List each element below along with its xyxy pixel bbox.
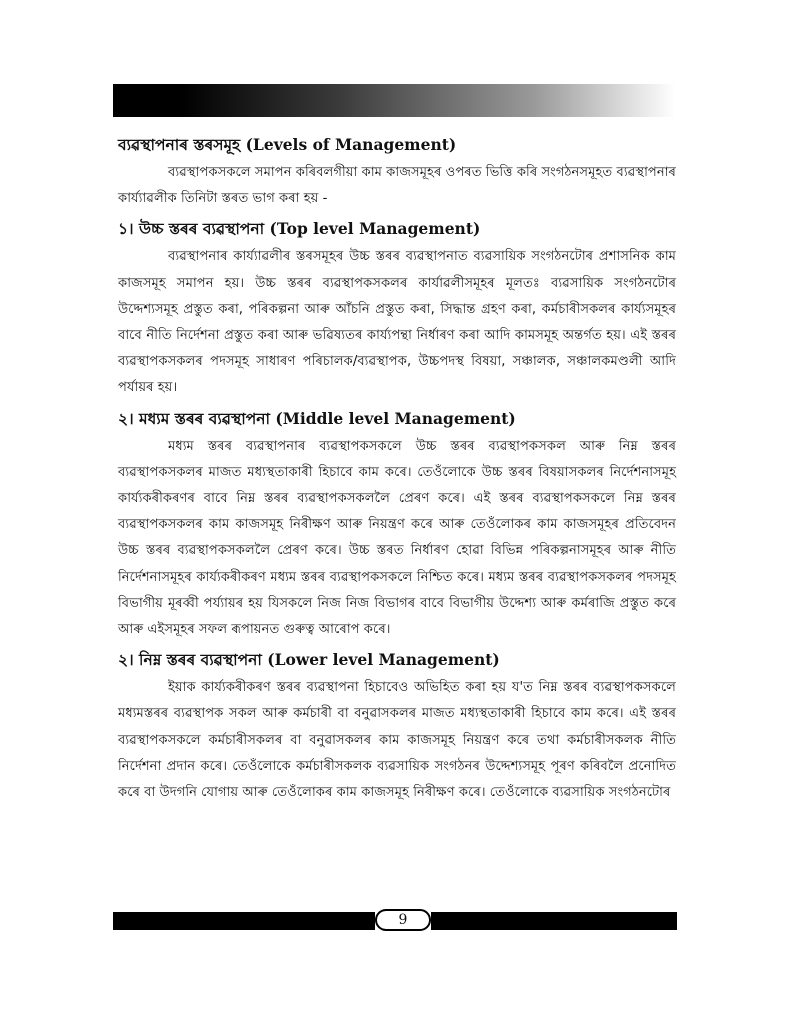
- footer-bar-left: [113, 912, 375, 930]
- section-paragraph-lower-level: ইয়াক কাৰ্য্যকৰীকৰণ স্তৰৰ ব্যৱস্থাপনা হিচাবেও অভিহিত কৰা হয় য'ত নিম্ন স্তৰৰ ব্যৱস্থাপকসকলে মধ্যমস্তৰৰ ব্যৱস্থাপক সকল আৰু কৰ্মচাৰী বা বনুৱাসকলৰ মাজত মধ্যস্থতাকাৰী হিচাবে কাম কৰে। এই স্তৰৰ ব্যৱস্থাপকসকলে কৰ্মচাৰীসকলৰ বা বনুৱাসকলৰ কাম কাজসমূহ নিয়ন্ত্ৰণ কৰে তথা কৰ্মচাৰীসকলক নীতি নিৰ্দেশনা প্ৰদান কৰে। তেওঁলোকে কৰ্মচাৰীসকলক ব্যৱসায়িক সংগঠনৰ উদ্দেশ্যসমূহ পূৰণ কৰিবলৈ প্ৰনোদিত কৰে বা উদগনি যোগায় আৰু তেওঁলোকৰ কাম কাজসমূহ নিৰীক্ষণ কৰে। তেওঁলোকে ব্যৱসায়িক সংগঠনটোৰ: [118, 680, 676, 801]
- footer-bar-right: [431, 912, 677, 930]
- section-heading-top-level: ১। উচ্চ স্তৰৰ ব্যৱস্থাপনা (Top level Management): [118, 219, 481, 239]
- section-heading-levels: ব্যৱস্থাপনাৰ স্তৰসমূহ (Levels of Management): [118, 135, 457, 154]
- section-paragraph-levels: ব্যৱস্থাপকসকলে সমাপন কৰিবলগীয়া কাম কাজসমূহৰ ওপৰত ভিত্তি কৰি সংগঠনসমূহত ব্যৱস্থাপনাৰ কাৰ্য্যাৱলীক তিনিটা স্তৰত ভাগ কৰা হয় -: [118, 165, 676, 207]
- section-heading-lower-level: ২। নিম্ন স্তৰৰ ব্যৱস্থাপনা (Lower level Management): [118, 650, 500, 670]
- header-gradient-band: [113, 84, 675, 117]
- page-number: 9: [375, 909, 431, 931]
- section-heading-middle-level: ২। মধ্যম স্তৰৰ ব্যৱস্থাপনা (Middle level Management): [118, 408, 516, 428]
- section-paragraph-middle-level: মধ্যম স্তৰৰ ব্যৱস্থাপনাৰ ব্যৱস্থাপকসকলে উচ্চ স্তৰৰ ব্যৱস্থাপকসকল আৰু নিম্ন স্তৰৰ ব্যৱস্থাপকসকলৰ মাজত মধ্যস্থতাকাৰী হিচাবে কাম কৰে। তেওঁলোকে উচ্চ স্তৰৰ বিষয়াসকলৰ নিৰ্দেশনাসমূহ কাৰ্য্যকৰীকৰণৰ বাবে নিম্ন স্তৰৰ ব্যৱস্থাপকসকললৈ প্ৰেৰণ কৰে। এই স্তৰৰ ব্যৱস্থাপকসকলে নিম্ন স্তৰৰ ব্যৱস্থাপকসকলৰ কাম কাজসমূহ নিৰীক্ষণ আৰু নিয়ন্ত্ৰণ কৰে আৰু তেওঁলোকৰ কাম কাজসমূহৰ প্ৰতিবেদন উচ্চ স্তৰৰ ব্যৱস্থাপকসকললৈ প্ৰেৰণ কৰে। উচ্চ স্তৰত নিৰ্ধাৰণ হোৱা বিভিন্ন পৰিকল্পনাসমূহৰ আৰু নীতি নিৰ্দেশনাসমূহৰ কাৰ্য্যকৰীকৰণ মধ্যম স্তৰৰ ব্যৱস্থাপকসকলে নিশ্চিত কৰে। মধ্যম স্তৰৰ ব্যৱস্থাপকসকলৰ পদসমূহ বিভাগীয় মূৰব্বী পৰ্য্যায়ৰ হয় যিসকলে নিজ নিজ বিভাগৰ বাবে বিভাগীয় উদ্দেশ্য আৰু কৰ্মৰাজি প্ৰস্তুত কৰে আৰু এইসমূহৰ সফল ৰূপায়নত গুৰুত্ব আৰোপ কৰে।: [118, 438, 676, 638]
- page-content: [118, 128, 676, 806]
- section-paragraph-top-level: ব্যৱস্থাপনাৰ কাৰ্য্যাৱলীৰ স্তৰসমূহৰ উচ্চ স্তৰৰ ব্যৱস্থাপনাত ব্যৱসায়িক সংগঠনটোৰ প্ৰশাসনিক কাম কাজসমূহ সমাপন হয়। উচ্চ স্তৰৰ ব্যৱস্থাপকসকলৰ কাৰ্যাৱলীসমূহৰ মূলতঃ ব্যৱসায়িক সংগঠনটোৰ উদ্দেশ্যসমূহ প্ৰস্তুত কৰা, পৰিকল্পনা আৰু আঁচনি প্ৰস্তুত কৰা, সিদ্ধান্ত গ্ৰহণ কৰা, কৰ্মচাৰীসকলৰ কাৰ্য্যসমূহৰ বাবে নীতি নিৰ্দেশনা প্ৰস্তুত কৰা আৰু ভৱিষ্যতৰ কাৰ্য্যপন্থা নিৰ্ধাৰণ কৰা আদি কামসমূহ অন্তৰ্গত হয়। এই স্তৰৰ ব্যৱস্থাপকসকলৰ পদসমূহ সাধাৰণ পৰিচালক/ব্যৱস্থাপক, উচ্চপদস্থ বিষয়া, সঞ্চালক, সঞ্চালকমণ্ডলী আদি পৰ্যায়ৰ হয়।: [118, 249, 676, 396]
- page-footer: [113, 909, 677, 931]
